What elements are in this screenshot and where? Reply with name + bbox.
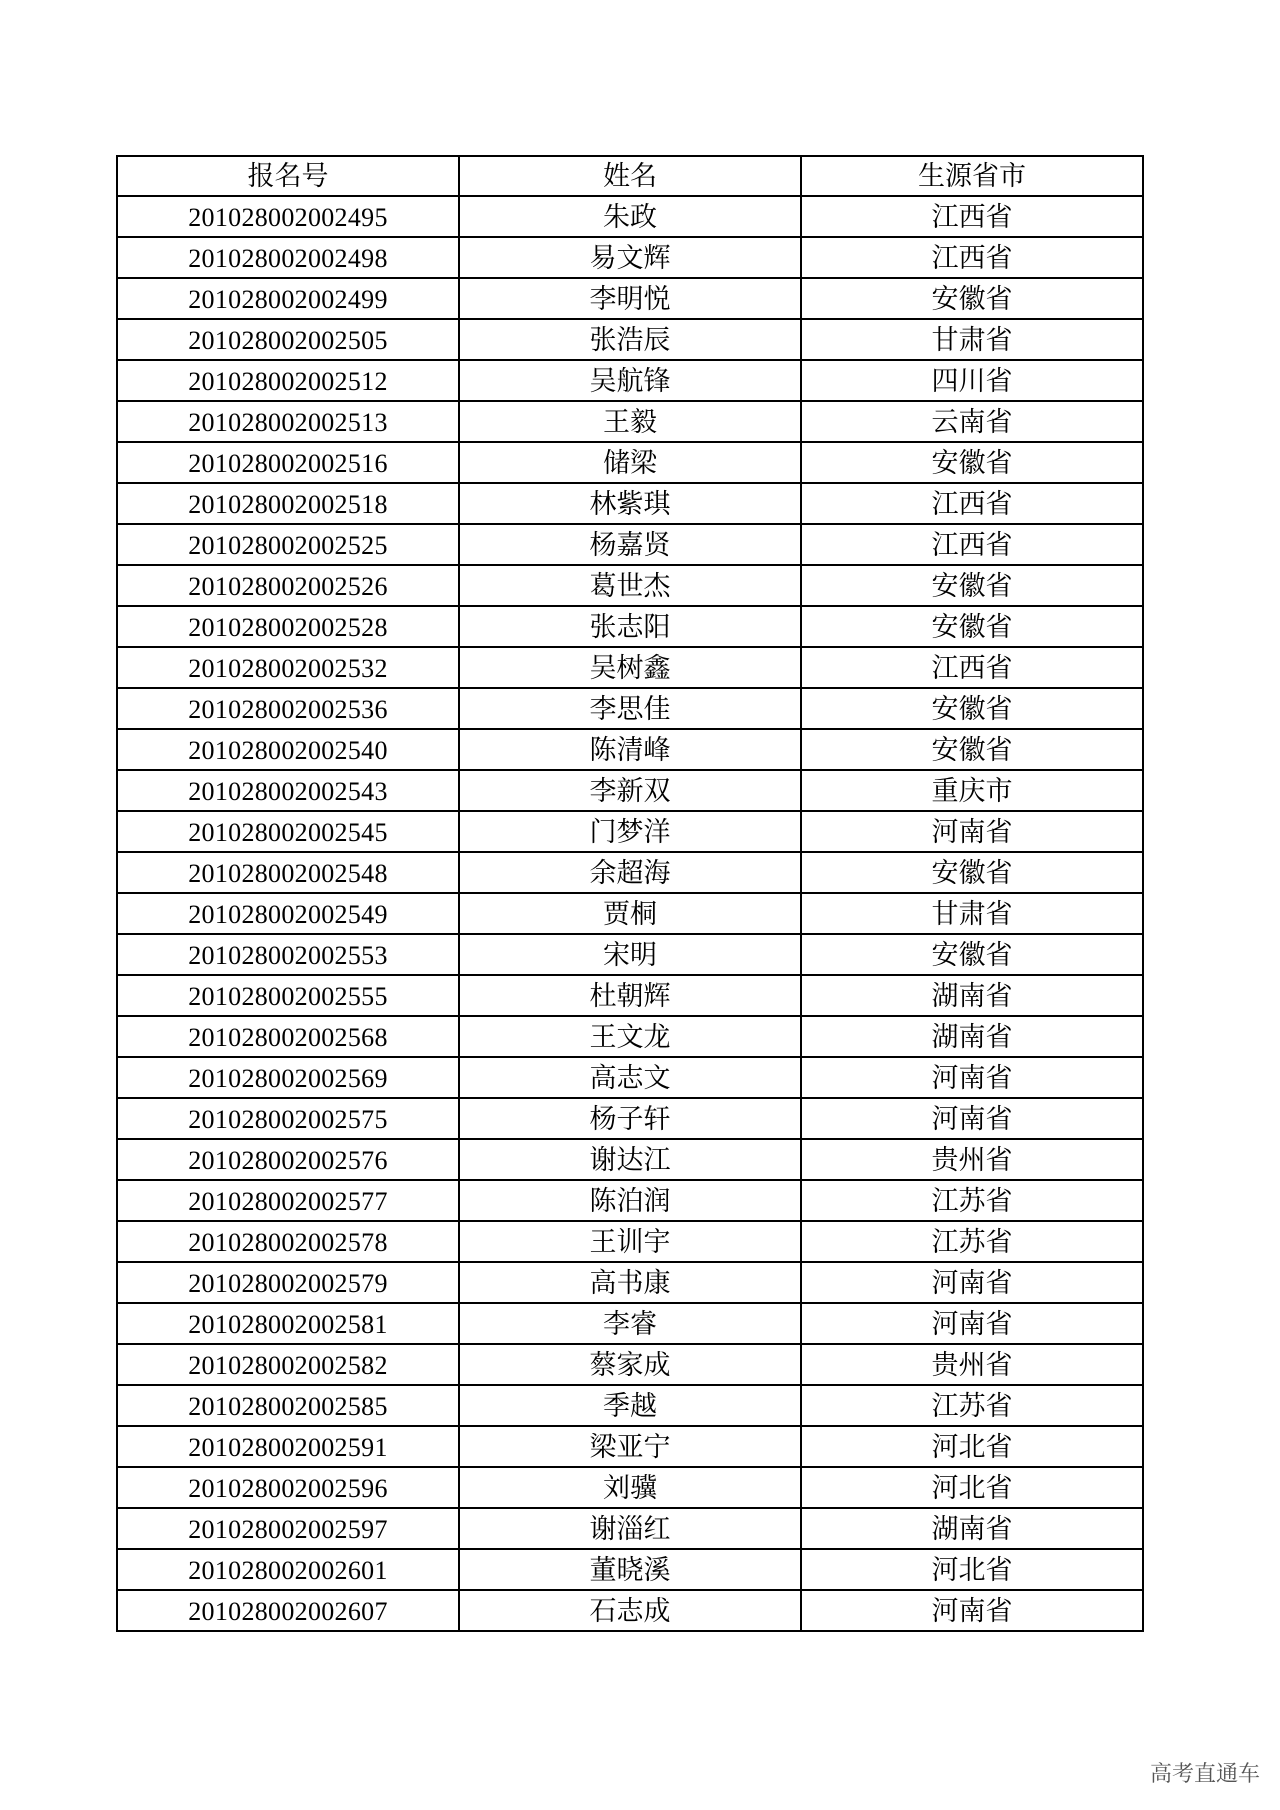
registration-number-cell: 201028002002596 [117, 1467, 459, 1508]
table-row [117, 483, 1143, 524]
registration-number-cell: 201028002002525 [117, 524, 459, 565]
table-row [117, 811, 1143, 852]
registration-number-cell: 201028002002597 [117, 1508, 459, 1549]
registration-number-cell: 201028002002585 [117, 1385, 459, 1426]
student-name-cell: 石志成 [459, 1590, 801, 1631]
origin-province-cell: 甘肃省 [801, 319, 1143, 360]
table-row [117, 1549, 1143, 1590]
student-name-cell: 谢达江 [459, 1139, 801, 1180]
registration-number-cell: 201028002002582 [117, 1344, 459, 1385]
origin-province-cell: 湖南省 [801, 1508, 1143, 1549]
origin-province-cell: 安徽省 [801, 852, 1143, 893]
student-name-cell: 张志阳 [459, 606, 801, 647]
student-name-cell: 杨子轩 [459, 1098, 801, 1139]
registration-number-cell: 201028002002505 [117, 319, 459, 360]
registration-number-cell: 201028002002545 [117, 811, 459, 852]
registration-number-cell: 201028002002518 [117, 483, 459, 524]
registration-number-cell: 201028002002532 [117, 647, 459, 688]
student-name-cell: 高志文 [459, 1057, 801, 1098]
header-registration-number: 报名号 [117, 156, 459, 196]
origin-province-cell: 江西省 [801, 196, 1143, 237]
registration-number-cell: 201028002002516 [117, 442, 459, 483]
table-row [117, 647, 1143, 688]
origin-province-cell: 安徽省 [801, 565, 1143, 606]
origin-province-cell: 甘肃省 [801, 893, 1143, 934]
origin-province-cell: 云南省 [801, 401, 1143, 442]
student-name-cell: 陈泊润 [459, 1180, 801, 1221]
registration-number-cell: 201028002002555 [117, 975, 459, 1016]
origin-province-cell: 河南省 [801, 1590, 1143, 1631]
table-row [117, 934, 1143, 975]
table-row [117, 1467, 1143, 1508]
origin-province-cell: 江苏省 [801, 1385, 1143, 1426]
origin-province-cell: 河南省 [801, 1098, 1143, 1139]
table-row [117, 1221, 1143, 1262]
registration-number-cell: 201028002002601 [117, 1549, 459, 1590]
registration-table [116, 155, 1144, 1632]
student-name-cell: 王文龙 [459, 1016, 801, 1057]
student-name-cell: 王毅 [459, 401, 801, 442]
student-name-cell: 储梁 [459, 442, 801, 483]
table-row [117, 852, 1143, 893]
student-name-cell: 易文辉 [459, 237, 801, 278]
table-row [117, 1508, 1143, 1549]
registration-number-cell: 201028002002581 [117, 1303, 459, 1344]
student-name-cell: 吴树鑫 [459, 647, 801, 688]
registration-number-cell: 201028002002577 [117, 1180, 459, 1221]
registration-number-cell: 201028002002543 [117, 770, 459, 811]
registration-number-cell: 201028002002575 [117, 1098, 459, 1139]
student-name-cell: 梁亚宁 [459, 1426, 801, 1467]
table-row [117, 893, 1143, 934]
registration-number-cell: 201028002002526 [117, 565, 459, 606]
origin-province-cell: 安徽省 [801, 688, 1143, 729]
origin-province-cell: 河南省 [801, 1303, 1143, 1344]
registration-number-cell: 201028002002549 [117, 893, 459, 934]
origin-province-cell: 安徽省 [801, 729, 1143, 770]
student-name-cell: 张浩辰 [459, 319, 801, 360]
table-row [117, 1344, 1143, 1385]
student-name-cell: 门梦洋 [459, 811, 801, 852]
student-name-cell: 贾桐 [459, 893, 801, 934]
student-name-cell: 林紫琪 [459, 483, 801, 524]
origin-province-cell: 河北省 [801, 1426, 1143, 1467]
table-row [117, 688, 1143, 729]
origin-province-cell: 江西省 [801, 237, 1143, 278]
registration-number-cell: 201028002002495 [117, 196, 459, 237]
student-name-cell: 葛世杰 [459, 565, 801, 606]
registration-number-cell: 201028002002528 [117, 606, 459, 647]
student-name-cell: 朱政 [459, 196, 801, 237]
student-name-cell: 高书康 [459, 1262, 801, 1303]
table-header-row [117, 156, 1143, 196]
origin-province-cell: 河南省 [801, 811, 1143, 852]
student-name-cell: 李睿 [459, 1303, 801, 1344]
table-row [117, 770, 1143, 811]
table-row [117, 1016, 1143, 1057]
table-row [117, 1385, 1143, 1426]
registration-number-cell: 201028002002498 [117, 237, 459, 278]
origin-province-cell: 安徽省 [801, 278, 1143, 319]
origin-province-cell: 贵州省 [801, 1139, 1143, 1180]
student-name-cell: 谢淄红 [459, 1508, 801, 1549]
student-name-cell: 季越 [459, 1385, 801, 1426]
table-body [117, 196, 1143, 1631]
table-row [117, 360, 1143, 401]
table-row [117, 1180, 1143, 1221]
table-row [117, 1262, 1143, 1303]
registration-number-cell: 201028002002553 [117, 934, 459, 975]
origin-province-cell: 江西省 [801, 483, 1143, 524]
student-name-cell: 李明悦 [459, 278, 801, 319]
origin-province-cell: 河南省 [801, 1057, 1143, 1098]
table-row [117, 319, 1143, 360]
origin-province-cell: 湖南省 [801, 1016, 1143, 1057]
table-row [117, 1057, 1143, 1098]
table-row [117, 606, 1143, 647]
origin-province-cell: 江西省 [801, 524, 1143, 565]
registration-table-container [116, 155, 1144, 1632]
origin-province-cell: 四川省 [801, 360, 1143, 401]
watermark-text: 高考直通车 [1149, 1762, 1260, 1787]
registration-number-cell: 201028002002540 [117, 729, 459, 770]
registration-number-cell: 201028002002512 [117, 360, 459, 401]
origin-province-cell: 贵州省 [801, 1344, 1143, 1385]
registration-number-cell: 201028002002578 [117, 1221, 459, 1262]
origin-province-cell: 江苏省 [801, 1180, 1143, 1221]
origin-province-cell: 河北省 [801, 1467, 1143, 1508]
registration-number-cell: 201028002002607 [117, 1590, 459, 1631]
table-row [117, 1139, 1143, 1180]
student-name-cell: 宋明 [459, 934, 801, 975]
registration-number-cell: 201028002002576 [117, 1139, 459, 1180]
student-name-cell: 陈清峰 [459, 729, 801, 770]
table-row [117, 975, 1143, 1016]
table-row [117, 1303, 1143, 1344]
origin-province-cell: 安徽省 [801, 442, 1143, 483]
origin-province-cell: 安徽省 [801, 606, 1143, 647]
origin-province-cell: 江苏省 [801, 1221, 1143, 1262]
registration-number-cell: 201028002002579 [117, 1262, 459, 1303]
student-name-cell: 杨嘉贤 [459, 524, 801, 565]
table-row [117, 442, 1143, 483]
table-row [117, 401, 1143, 442]
student-name-cell: 杜朝辉 [459, 975, 801, 1016]
table-row [117, 524, 1143, 565]
registration-number-cell: 201028002002569 [117, 1057, 459, 1098]
registration-number-cell: 201028002002536 [117, 688, 459, 729]
origin-province-cell: 重庆市 [801, 770, 1143, 811]
origin-province-cell: 江西省 [801, 647, 1143, 688]
registration-number-cell: 201028002002591 [117, 1426, 459, 1467]
student-name-cell: 蔡家成 [459, 1344, 801, 1385]
origin-province-cell: 安徽省 [801, 934, 1143, 975]
student-name-cell: 刘骥 [459, 1467, 801, 1508]
origin-province-cell: 河南省 [801, 1262, 1143, 1303]
origin-province-cell: 湖南省 [801, 975, 1143, 1016]
registration-number-cell: 201028002002513 [117, 401, 459, 442]
student-name-cell: 李思佳 [459, 688, 801, 729]
registration-number-cell: 201028002002568 [117, 1016, 459, 1057]
table-row [117, 1590, 1143, 1631]
header-name: 姓名 [459, 156, 801, 196]
student-name-cell: 李新双 [459, 770, 801, 811]
table-row [117, 565, 1143, 606]
table-row [117, 1426, 1143, 1467]
table-row [117, 278, 1143, 319]
student-name-cell: 余超海 [459, 852, 801, 893]
table-row [117, 237, 1143, 278]
student-name-cell: 王训宇 [459, 1221, 801, 1262]
table-row [117, 196, 1143, 237]
registration-number-cell: 201028002002548 [117, 852, 459, 893]
student-name-cell: 董晓溪 [459, 1549, 801, 1590]
table-row [117, 1098, 1143, 1139]
header-origin-province: 生源省市 [801, 156, 1143, 196]
origin-province-cell: 河北省 [801, 1549, 1143, 1590]
registration-number-cell: 201028002002499 [117, 278, 459, 319]
student-name-cell: 吴航锋 [459, 360, 801, 401]
table-row [117, 729, 1143, 770]
